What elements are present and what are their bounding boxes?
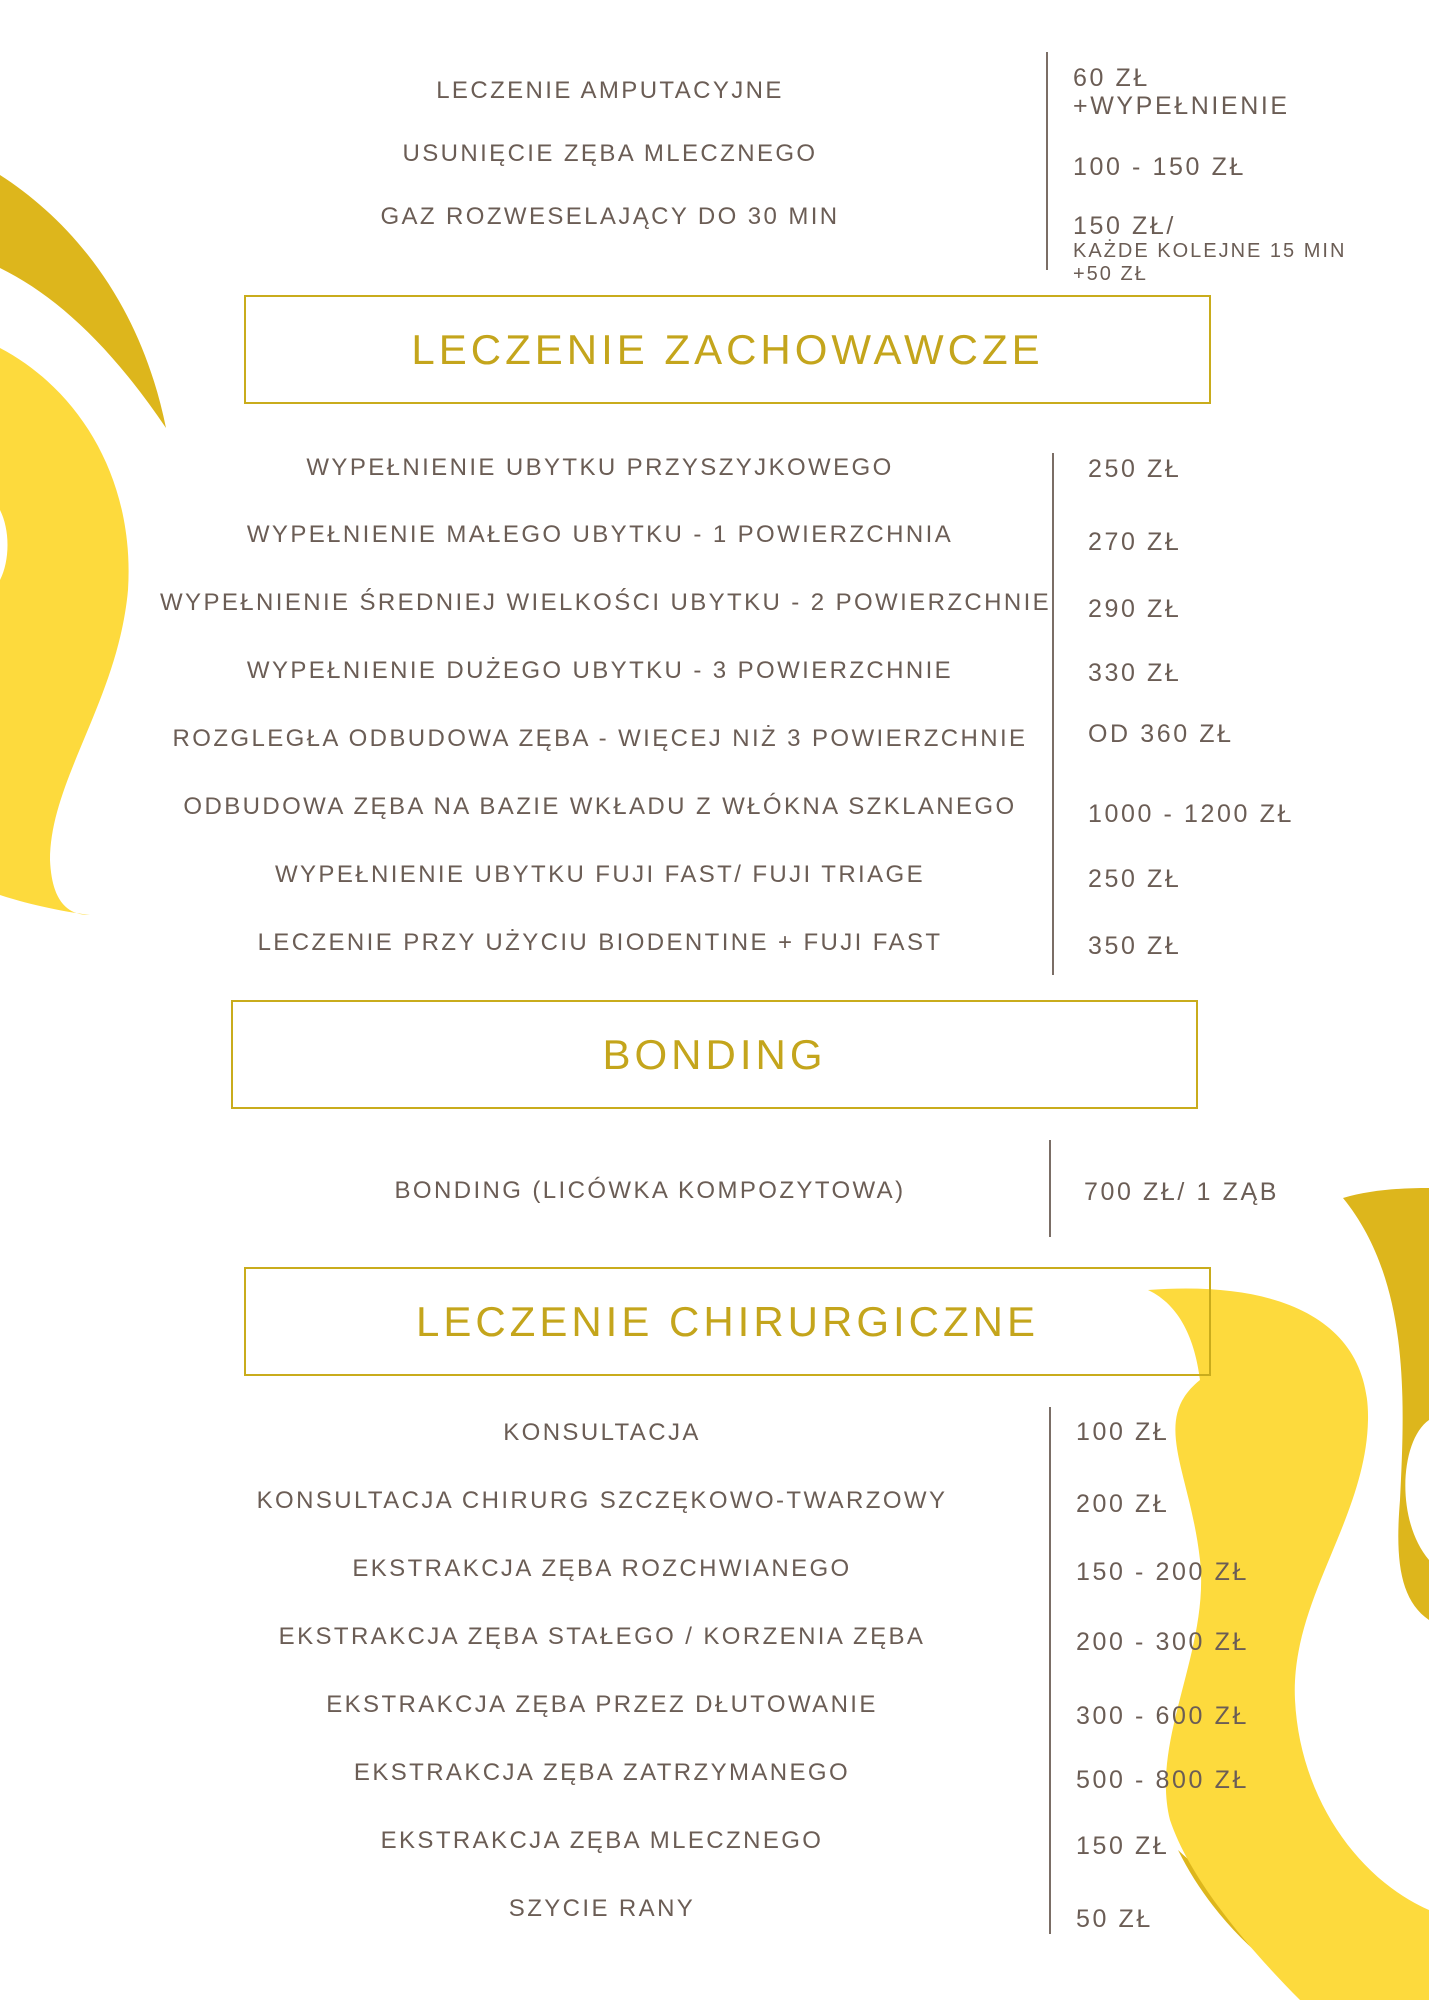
section-title: LECZENIE ZACHOWAWCZE <box>411 325 1044 373</box>
service-name: ROZGLEGŁA ODBUDOWA ZĘBA - WIĘCEJ NIŻ 3 POWIERZCHNIE <box>172 725 1028 752</box>
section-header-bonding <box>231 1000 1198 1109</box>
service-name: WYPEŁNIENIE MAŁEGO UBYTKU - 1 POWIERZCHNIA <box>246 521 954 548</box>
service-name: EKSTRAKCJA ZĘBA STAŁEGO / KORZENIA ZĘBA <box>278 1623 926 1650</box>
service-name: GAZ ROZWESELAJĄCY DO 30 MIN <box>380 203 840 230</box>
section-title: LECZENIE CHIRURGICZNE <box>415 1297 1040 1345</box>
price: 290 ZŁ <box>1088 595 1182 623</box>
price: 200 ZŁ <box>1076 1490 1170 1518</box>
price: 250 ZŁ <box>1088 865 1182 893</box>
price: 200 - 300 ZŁ <box>1076 1628 1249 1656</box>
column-divider <box>1046 52 1048 270</box>
price: 150 ZŁ/ KAŻDE KOLEJNE 15 MIN +50 ZŁ <box>1073 212 1347 285</box>
price: 60 ZŁ +WYPEŁNIENIE <box>1073 64 1290 120</box>
price: 700 ZŁ/ 1 ZĄB <box>1084 1178 1279 1206</box>
service-name: KONSULTACJA <box>503 1419 701 1446</box>
service-name: ODBUDOWA ZĘBA NA BAZIE WKŁADU Z WŁÓKNA SZKLANEGO <box>183 793 1017 820</box>
price: 500 - 800 ZŁ <box>1076 1766 1249 1794</box>
section-header-zachowawcze <box>244 295 1211 404</box>
service-name: WYPEŁNIENIE UBYTKU FUJI FAST/ FUJI TRIAGE <box>274 861 926 888</box>
service-name: EKSTRAKCJA ZĘBA MLECZNEGO <box>380 1827 824 1854</box>
price: 330 ZŁ <box>1088 659 1182 687</box>
price: 150 ZŁ <box>1076 1832 1170 1860</box>
service-name: EKSTRAKCJA ZĘBA ZATRZYMANEGO <box>353 1759 851 1786</box>
section-header-chirurgiczne <box>244 1267 1211 1376</box>
price: 150 - 200 ZŁ <box>1076 1558 1249 1586</box>
price: 1000 - 1200 ZŁ <box>1088 800 1294 828</box>
service-name: WYPEŁNIENIE DUŻEGO UBYTKU - 3 POWIERZCHNIE <box>246 657 954 684</box>
column-divider <box>1049 1407 1051 1934</box>
wave-top-left-yellow <box>0 348 129 915</box>
price: 270 ZŁ <box>1088 528 1182 556</box>
price: 100 - 150 ZŁ <box>1073 153 1246 181</box>
column-divider <box>1052 453 1054 975</box>
service-name: SZYCIE RANY <box>508 1895 696 1922</box>
section-title: BONDING <box>602 1030 827 1078</box>
service-name: LECZENIE AMPUTACYJNE <box>436 77 784 104</box>
price: 300 - 600 ZŁ <box>1076 1702 1249 1730</box>
service-name: USUNIĘCIE ZĘBA MLECZNEGO <box>402 140 818 167</box>
service-name: EKSTRAKCJA ZĘBA ROZCHWIANEGO <box>352 1555 852 1582</box>
price: 250 ZŁ <box>1088 455 1182 483</box>
price: 50 ZŁ <box>1076 1905 1153 1933</box>
service-name: LECZENIE PRZY UŻYCIU BIODENTINE + FUJI FAST <box>257 929 943 956</box>
service-name: KONSULTACJA CHIRURG SZCZĘKOWO-TWARZOWY <box>256 1487 948 1514</box>
service-name: EKSTRAKCJA ZĘBA PRZEZ DŁUTOWANIE <box>326 1691 878 1718</box>
price: 350 ZŁ <box>1088 932 1182 960</box>
service-name: BONDING (LICÓWKA KOMPOZYTOWA) <box>394 1177 906 1204</box>
service-name: WYPEŁNIENIE ŚREDNIEJ WIELKOŚCI UBYTKU - 2 POWIERZCHNIE <box>160 589 1052 616</box>
service-name: WYPEŁNIENIE UBYTKU PRZYSZYJKOWEGO <box>306 454 894 481</box>
price: 100 ZŁ <box>1076 1418 1170 1446</box>
price: OD 360 ZŁ <box>1088 720 1234 748</box>
